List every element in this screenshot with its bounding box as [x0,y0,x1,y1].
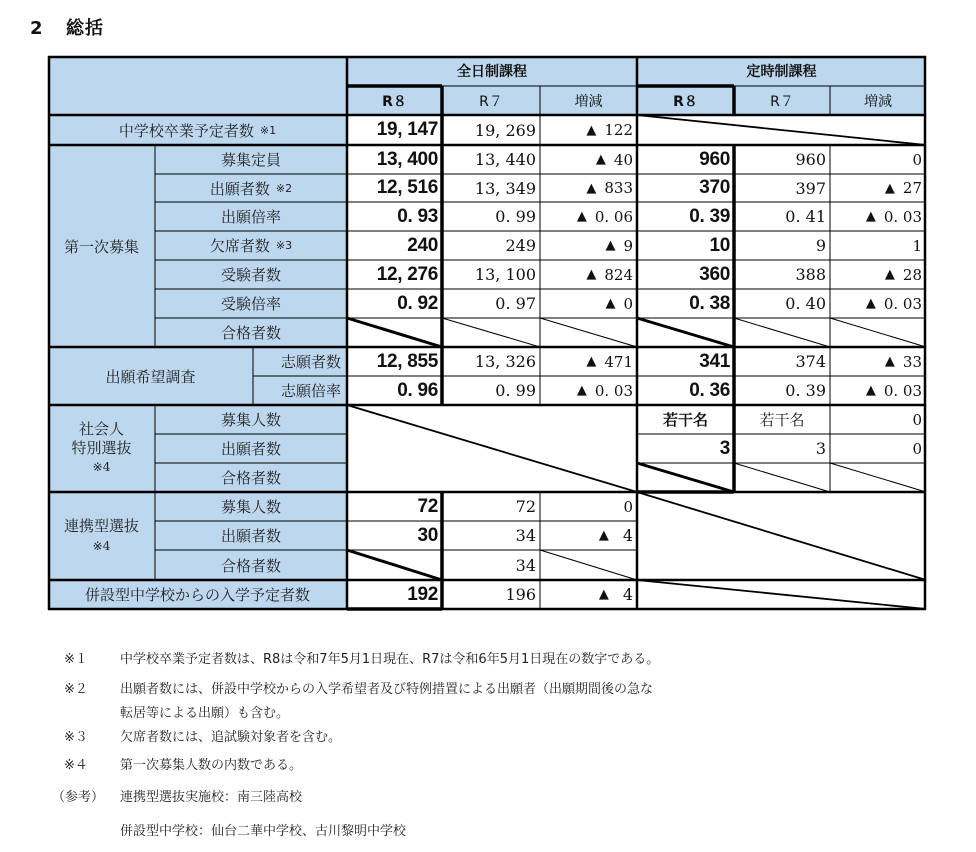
decrease-triangle-icon: ▲ [884,267,895,282]
absent-part-r8: 10 [637,231,734,260]
adult-recruit-part-r8: 若干名 [637,405,734,434]
applicants-part-diff: ▲ 27 [830,174,926,202]
survey-ratio-full-r7: 0. 99 [442,376,540,405]
decrease-triangle-icon: ▲ [865,209,876,224]
section-number: 2 [30,18,44,39]
combined-part-na [637,580,926,609]
exam-ratio-full-r8: 0. 92 [347,289,442,318]
section-title: 総括 [66,18,104,39]
linked-applicants-full-r8: 30 [347,521,442,550]
linked-recruit-full-r7: 72 [442,492,540,521]
absent-part-r7: 9 [734,231,830,260]
examinees-full-r7: 13, 100 [442,260,540,289]
header-corner [48,56,347,115]
row-label-passed: 合格者数 [155,318,347,347]
row-label-adult-applicants: 出願者数 [155,434,347,463]
row-label-linked-passed: 合格者数 [155,550,347,580]
header-part-r7: R７ [734,86,830,115]
linked-passed-full-r8-na [347,550,442,580]
adult-applicants-part-diff: 0 [830,434,926,463]
header-full-r8: R８ [347,86,442,115]
absent-full-r8: 240 [347,231,442,260]
row-label-adult-recruit: 募集人数 [155,405,347,434]
adult-full-na [347,405,637,492]
app-ratio-full-r7: 0. 99 [442,202,540,231]
survey-applicants-part-r7: 374 [734,347,830,376]
reference-linked: （参考） 連携型選抜実施校：南三陸高校 [52,790,303,805]
decrease-triangle-icon: ▲ [865,383,876,398]
decrease-triangle-icon: ▲ [586,180,597,196]
passed-row-na [347,318,926,347]
decrease-triangle-icon: ▲ [884,354,895,369]
survey-applicants-part-r8: 341 [637,347,734,376]
app-ratio-full-diff: ▲ 0. 06 [540,202,637,231]
adult-recruit-part-diff: 0 [830,405,926,434]
combined-full-r8: 192 [347,580,442,609]
applicants-full-diff: ▲ 833 [540,174,637,202]
linked-recruit-full-diff: 0 [540,492,637,521]
decrease-triangle-icon: ▲ [598,528,609,543]
exam-ratio-full-r7: 0. 97 [442,289,540,318]
graduates-full-diff: ▲ 122 [540,115,637,145]
combined-full-diff: ▲ 4 [540,580,637,609]
survey-ratio-part-diff: ▲ 0. 03 [830,376,926,405]
exam-ratio-part-r7: 0. 40 [734,289,830,318]
applicants-part-r7: 397 [734,174,830,202]
reference-combined: 併設型中学校：仙台二華中学校、古川黎明中学校 [120,824,407,839]
examinees-full-diff: ▲ 824 [540,260,637,289]
capacity-part-r8: 960 [637,145,734,174]
adult-applicants-part-r7: 3 [734,434,830,463]
row-label-survey-applicants: 志願者数 [253,347,347,376]
linked-part-na [637,492,926,580]
decrease-triangle-icon: ▲ [595,152,606,167]
header-part-r8: R８ [637,86,734,115]
survey-ratio-part-r8: 0. 36 [637,376,734,405]
linked-passed-full-diff-na [540,550,637,580]
app-ratio-part-diff: ▲ 0. 03 [830,202,926,231]
exam-ratio-part-r8: 0. 38 [637,289,734,318]
graduates-full-r8: 19, 147 [347,115,442,145]
linked-applicants-full-diff: ▲ 4 [540,521,637,550]
survey-applicants-part-diff: ▲ 33 [830,347,926,376]
survey-applicants-full-r8: 12, 855 [347,347,442,376]
header-part-time: 定時制課程 [637,56,926,86]
decrease-triangle-icon: ▲ [865,296,876,311]
survey-applicants-full-diff: ▲ 471 [540,347,637,376]
footnote-4: ※４ 第一次募集人数の内数である。 [64,758,303,773]
row-label-examinees: 受験者数 [155,260,347,289]
group-label-linked: 連携型選抜 ※4 [48,492,155,580]
app-ratio-part-r7: 0. 41 [734,202,830,231]
capacity-part-diff: 0 [830,145,926,174]
group-label-adult: 社会人 特別選抜 ※4 [48,405,155,492]
row-label-linked-recruit: 募集人数 [155,492,347,521]
header-part-diff: 増減 [830,86,926,115]
decrease-triangle-icon: ▲ [586,122,597,138]
decrease-triangle-icon: ▲ [576,209,587,224]
absent-full-diff: ▲ 9 [540,231,637,260]
examinees-full-r8: 12, 276 [347,260,442,289]
app-ratio-full-r8: 0. 93 [347,202,442,231]
survey-applicants-full-r7: 13, 326 [442,347,540,376]
group-label-first: 第一次募集 [48,145,155,347]
decrease-triangle-icon: ▲ [605,238,616,253]
adult-applicants-part-r8: 3 [637,434,734,463]
examinees-part-r7: 388 [734,260,830,289]
row-label-absent: 欠席者数 ※3 [155,231,347,260]
app-ratio-part-r8: 0. 39 [637,202,734,231]
absent-full-r7: 249 [442,231,540,260]
footnote-3: ※３ 欠席者数には、追試験対象者を含む。 [64,730,342,745]
group-label-survey: 出願希望調査 [48,347,253,405]
examinees-part-diff: ▲ 28 [830,260,926,289]
header-full-r7: R７ [442,86,540,115]
row-label-combined: 併設型中学校からの入学予定者数 [48,580,347,609]
applicants-part-r8: 370 [637,174,734,202]
adult-passed-part-na [637,463,926,492]
decrease-triangle-icon: ▲ [576,383,587,398]
row-label-graduates: 中学校卒業予定者数 ※1 [48,115,347,145]
row-label-app-ratio: 出願倍率 [155,202,347,231]
decrease-triangle-icon: ▲ [598,587,609,602]
capacity-part-r7: 960 [734,145,830,174]
header-full-time: 全日制課程 [347,56,637,86]
decrease-triangle-icon: ▲ [586,267,597,282]
survey-ratio-full-r8: 0. 96 [347,376,442,405]
footnote-1: ※１ 中学校卒業予定者数は、R8は令和7年5月1日現在、R7は令和6年5月1日現在の数字である。 [64,652,660,667]
decrease-triangle-icon: ▲ [605,296,616,311]
survey-ratio-part-r7: 0. 39 [734,376,830,405]
row-label-adult-passed: 合格者数 [155,463,347,492]
footnote-2-cont: 転居等による出願）も含む。 [120,706,290,721]
row-label-linked-applicants: 出願者数 [155,521,347,550]
linked-applicants-full-r7: 34 [442,521,540,550]
capacity-full-diff: ▲ 40 [540,145,637,174]
adult-recruit-part-r7: 若干名 [734,405,830,434]
survey-ratio-full-diff: ▲ 0. 03 [540,376,637,405]
exam-ratio-full-diff: ▲ 0 [540,289,637,318]
capacity-full-r8: 13, 400 [347,145,442,174]
row-label-applicants: 出願者数 ※2 [155,174,347,202]
graduates-full-r7: 19, 269 [442,115,540,145]
linked-recruit-full-r8: 72 [347,492,442,521]
graduates-part-na [637,115,926,145]
row-label-capacity: 募集定員 [155,145,347,174]
footnote-2: ※２ 出願者数には、併設中学校からの入学希望者及び特例措置による出願者（出願期間後の急な [64,682,654,697]
exam-ratio-part-diff: ▲ 0. 03 [830,289,926,318]
applicants-full-r8: 12, 516 [347,174,442,202]
examinees-part-r8: 360 [637,260,734,289]
decrease-triangle-icon: ▲ [586,354,597,369]
row-label-exam-ratio: 受験倍率 [155,289,347,318]
decrease-triangle-icon: ▲ [884,180,895,196]
capacity-full-r7: 13, 440 [442,145,540,174]
linked-passed-full-r7: 34 [442,550,540,580]
applicants-full-r7: 13, 349 [442,174,540,202]
row-label-survey-ratio: 志願倍率 [253,376,347,405]
combined-full-r7: 196 [442,580,540,609]
absent-part-diff: 1 [830,231,926,260]
header-full-diff: 増減 [540,86,637,115]
